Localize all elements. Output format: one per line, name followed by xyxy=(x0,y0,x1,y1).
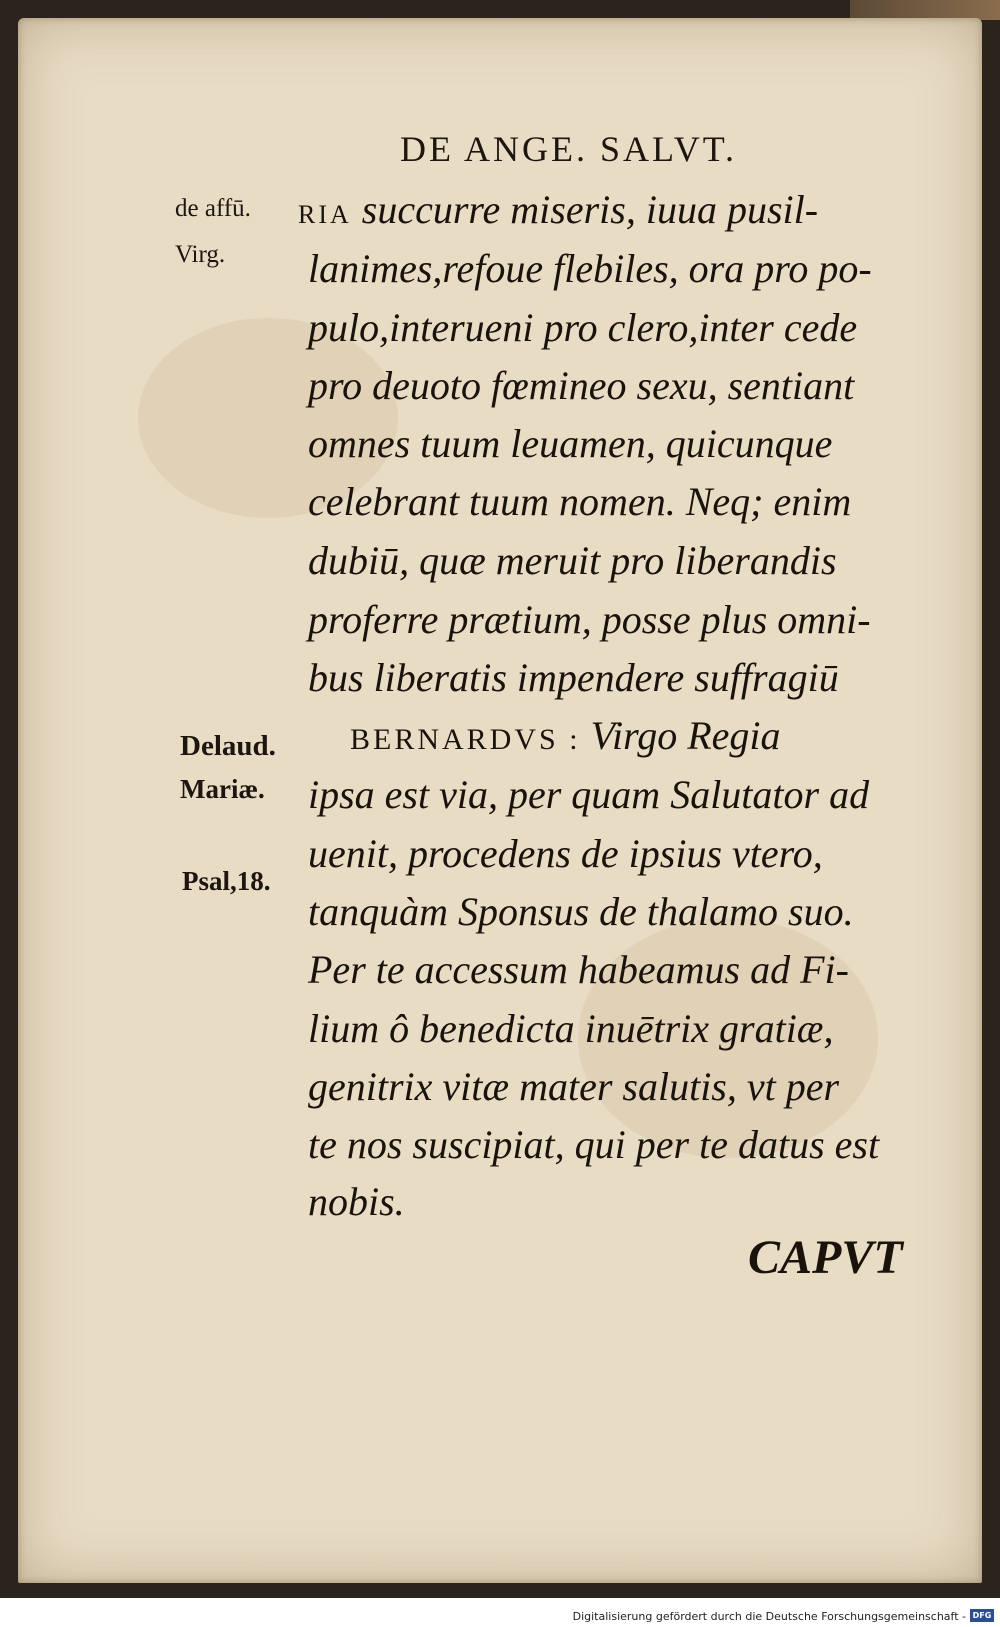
text-line: bus liberatis impendere suffragiū xyxy=(308,655,839,700)
text-line: nobis. xyxy=(308,1179,405,1224)
margin-note: de affū. xyxy=(175,195,251,222)
text-line: ipsa est via, per quam Salutator ad xyxy=(308,772,870,817)
text-line: uenit, procedens de ipsius vtero, xyxy=(308,831,823,876)
text-line: pulo,interueni pro clero,inter cede xyxy=(308,305,858,350)
text-line: proferre prætium, posse plus omni- xyxy=(308,597,871,642)
text-line: lanimes,refoue flebiles, ora pro po- xyxy=(308,246,872,291)
text-line: lium ô benedicta inuētrix gratiæ, xyxy=(308,1006,834,1051)
margin-note: Mariæ. xyxy=(180,774,265,804)
page-edge xyxy=(850,0,1000,20)
text-line xyxy=(350,713,781,758)
margin-note: Psal,18. xyxy=(182,866,271,896)
text-line xyxy=(298,187,819,232)
text-line-lead: BERNARDVS : xyxy=(350,723,581,756)
text-line: genitrix vitæ mater salutis, vt per xyxy=(308,1064,840,1109)
text-line-lead: RIA xyxy=(298,200,352,229)
catchword: CAPVT xyxy=(748,1231,903,1284)
margin-note: Virg. xyxy=(175,241,226,268)
text-line: dubiū, quæ meruit pro liberandis xyxy=(308,538,837,583)
running-head: DE ANGE. SALVT. xyxy=(400,129,738,169)
text-line: omnes tuum leuamen, quicunque xyxy=(308,421,833,466)
text-line-text: succurre miseris, iuua pusil- xyxy=(361,187,819,232)
text-line: tanquàm Sponsus de thalamo suo. xyxy=(308,889,854,934)
footer-divider xyxy=(0,1590,1000,1598)
text-line: Per te accessum habeamus ad Fi- xyxy=(308,947,849,992)
text-line-text: Virgo Regia xyxy=(590,713,781,758)
digitization-credit: Digitalisierung gefördert durch die Deutsche Forschungsgemeinschaft - xyxy=(572,1610,966,1623)
margin-note: Delaud. xyxy=(180,730,276,762)
text-line: pro deuoto fœmineo sexu, sentiant xyxy=(308,363,855,408)
text-line: te nos suscipiat, qui per te datus est xyxy=(308,1122,880,1167)
dfg-logo-icon: DFG xyxy=(970,1609,994,1622)
text-line: celebrant tuum nomen. Neq; enim xyxy=(308,479,852,524)
